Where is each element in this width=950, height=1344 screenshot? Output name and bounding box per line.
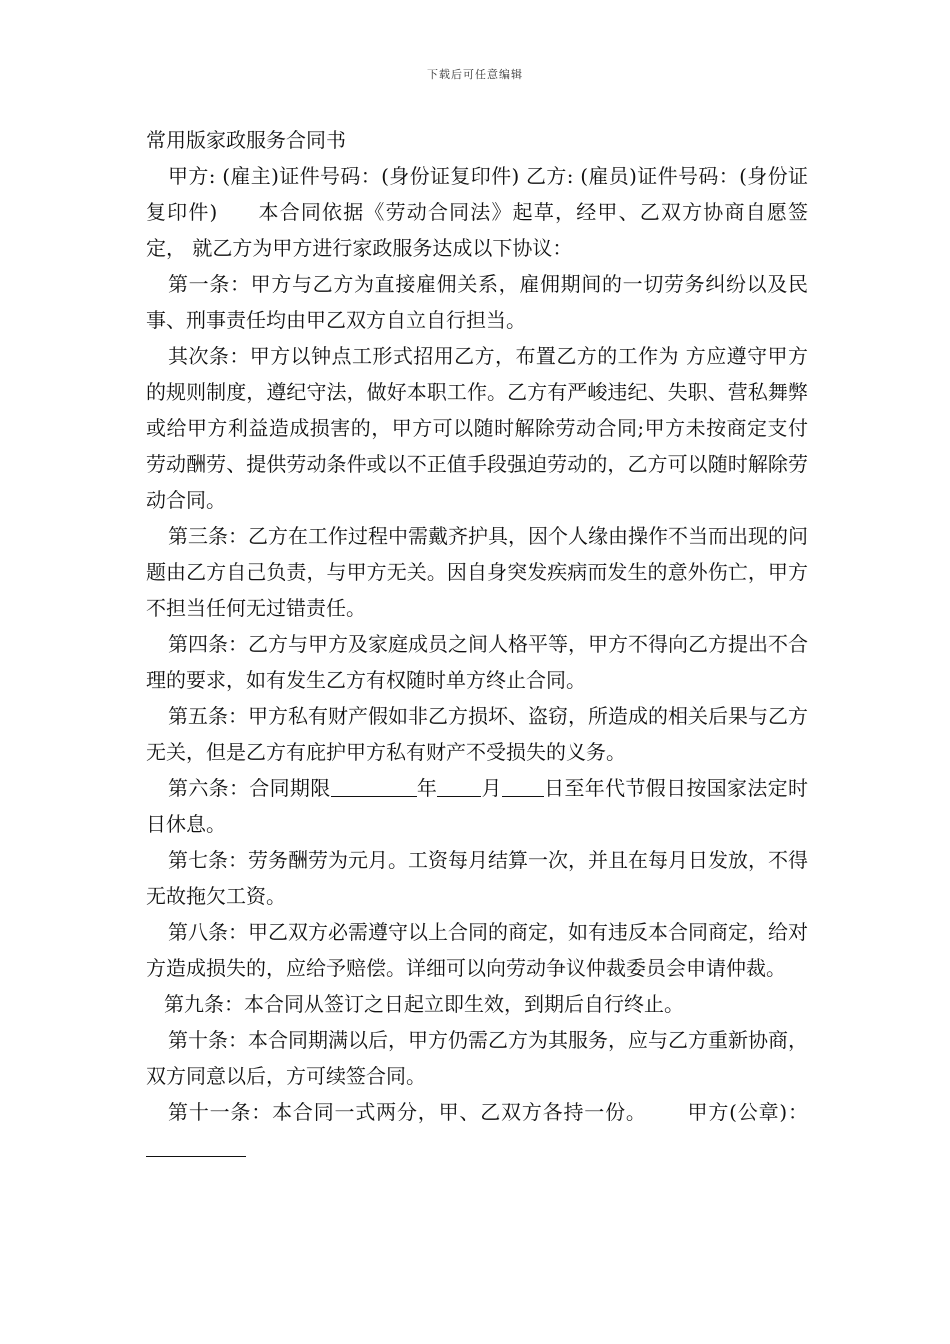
signature-label: 甲方(公章)： [686, 1100, 808, 1124]
clause-9: 第九条：本合同从签订之日起立即生效，到期后自行终止。 [164, 992, 684, 1016]
blank-day-field[interactable] [502, 776, 544, 797]
clause-11 [146, 1094, 808, 1166]
clause-1: 第一条：甲方与乙方为直接雇佣关系，雇佣期间的一切劳务纠纷以及民事、刑事责任均由甲乙双方自立自行担当。 [146, 272, 808, 332]
clause-10: 第十条：本合同期满以后，甲方仍需乙方为其服务，应与乙方重新协商，双方同意以后，方可续签合同。 [146, 1028, 808, 1088]
clause-8: 第八条：甲乙双方必需遵守以上合同的商定，如有违反本合同商定，给对方造成损失的，应给予赔偿。详细可以向劳动争议仲裁委员会申请仲裁。 [146, 920, 808, 980]
blank-month-field[interactable] [437, 776, 481, 797]
clause-3: 第三条：乙方在工作过程中需戴齐护具，因个人缘由操作不当而出现的问题由乙方自己负责，与甲方无关。因自身突发疾病而发生的意外伤亡，甲方不担当任何无过错责任。 [146, 524, 808, 620]
clause-4: 第四条：乙方与甲方及家庭成员之间人格平等，甲方不得向乙方提出不合理的要求，如有发生乙方有权随时单方终止合同。 [146, 632, 808, 692]
clause-2: 其次条：甲方以钟点工形式招用乙方，布置乙方的工作为 方应遵守甲方的规则制度，遵纪守法，做好本职工作。乙方有严峻违纪、失职、营私舞弊或给甲方利益造成损害的，甲方可以随时解除劳动合同;甲方未按商定支付劳动酬劳、提供劳动条件或以不正值手段强迫劳动的，乙方可以随时解除劳动合同。 [146, 344, 808, 512]
signature-blank-field[interactable] [146, 1136, 246, 1157]
blank-term-field[interactable] [331, 776, 417, 797]
header-note: 下载后可任意编辑 [427, 68, 523, 81]
document-body [146, 122, 808, 1166]
intro-paragraph [146, 158, 808, 266]
intro-tail-text: 本合同依据《劳动合同法》起草，经甲、乙双方协商自愿签定， 就乙方为甲方进行家政服务达成以下协议： [146, 200, 808, 260]
clause-6-label: 第六条：合同期限 [168, 776, 331, 800]
intro-text: 甲方: (雇主)证件号码：(身份证复印件) 乙方: (雇员)证件号码：(身份证复印件) [146, 164, 808, 224]
clause-5: 第五条：甲方私有财产假如非乙方损坏、盗窃，所造成的相关后果与乙方无关，但是乙方有庇护甲方私有财产不受损失的义务。 [146, 704, 808, 764]
clause-6-tail: 日至年代节假日按国家法定时日休息。 [146, 776, 809, 836]
clause-7: 第七条：劳务酬劳为元月。工资每月结算一次，并且在每月日发放，不得无故拖欠工资。 [146, 848, 808, 908]
clause-6 [146, 770, 808, 842]
year-label: 年 [416, 776, 438, 800]
document-title: 常用版家政服务合同书 [146, 128, 346, 152]
month-label: 月 [481, 776, 502, 800]
clause-11-text: 第十一条：本合同一式两分，甲、乙双方各持一份。 [168, 1100, 647, 1124]
